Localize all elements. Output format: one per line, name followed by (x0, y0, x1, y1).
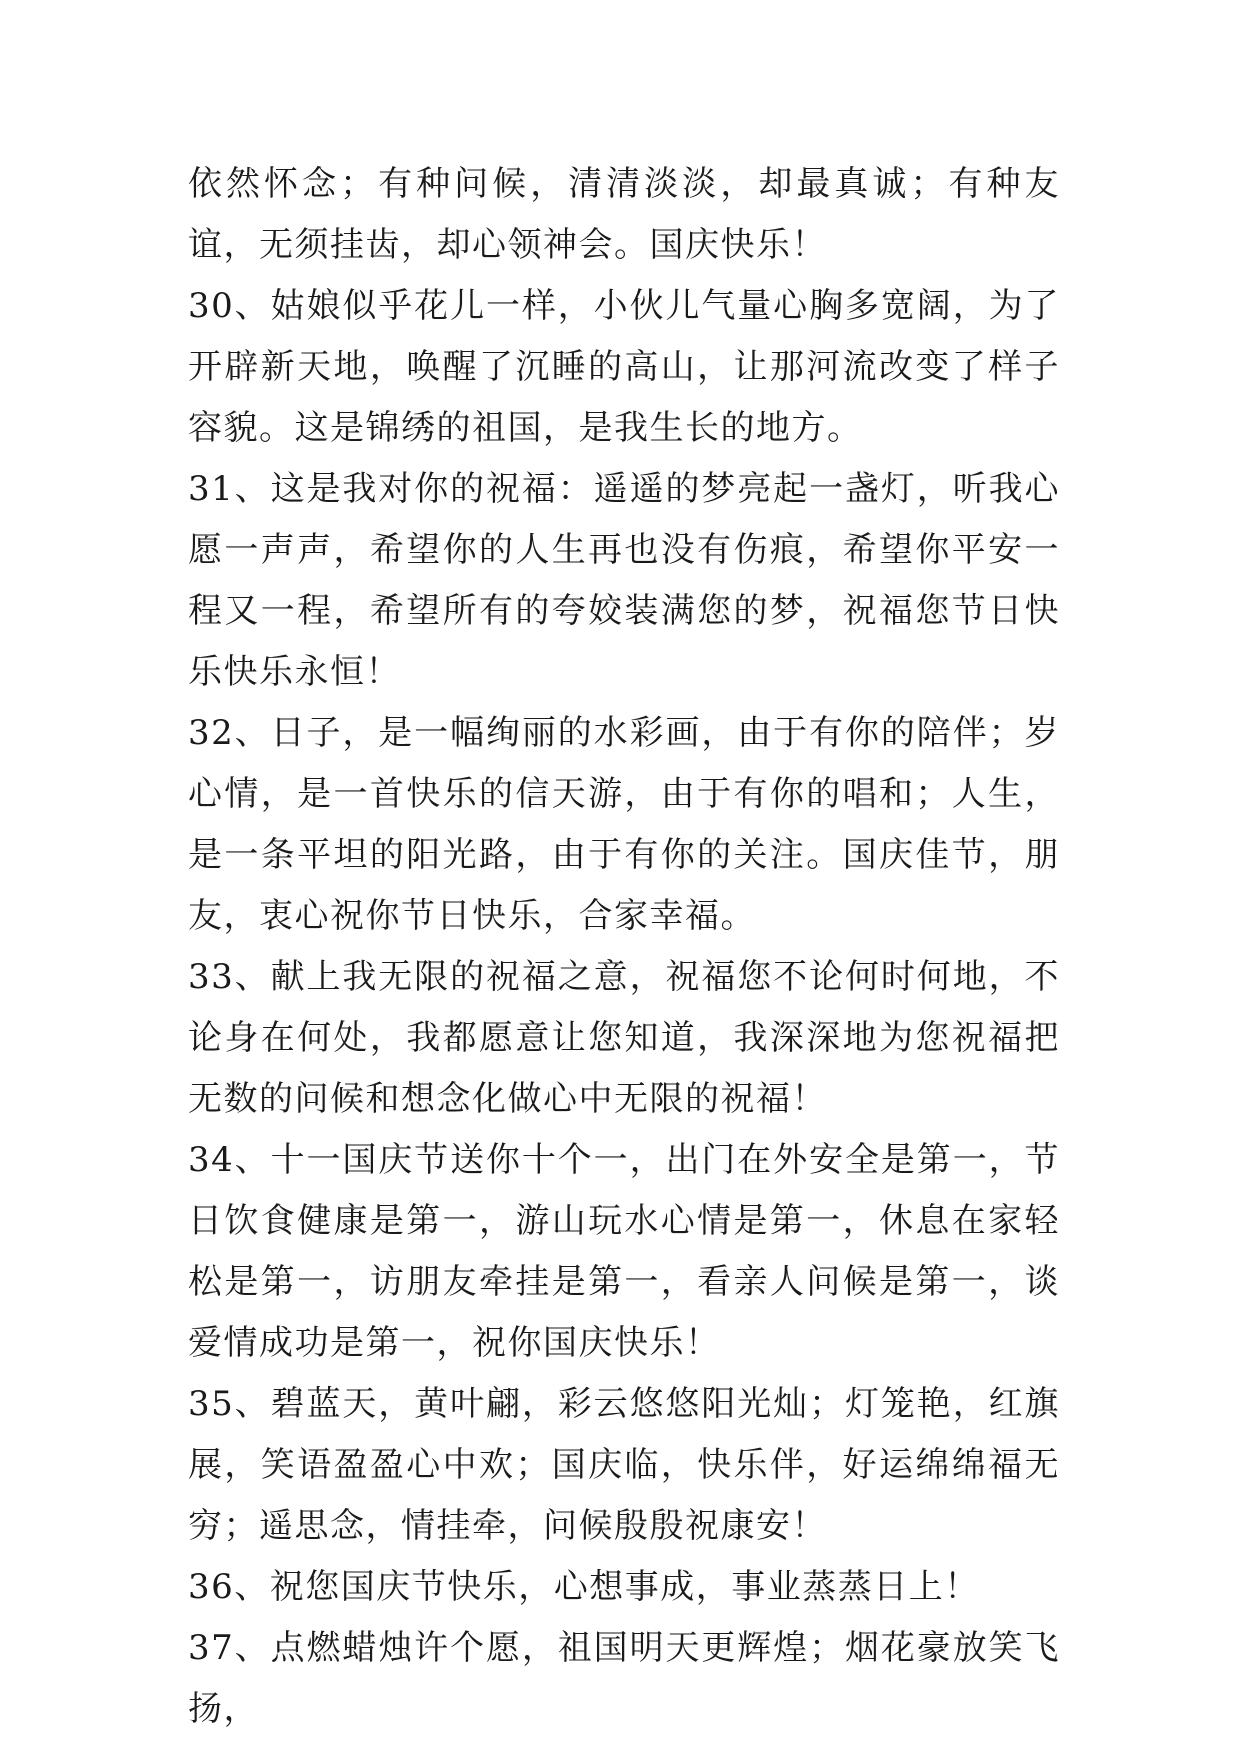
paragraph: 33、献上我无限的祝福之意，祝福您不论何时何地，不论身在何处，我都愿意让您知道，我深深地为您祝福把无数的问候和想念化做心中无限的祝福！ (188, 957, 1060, 1119)
paragraph: 35、碧蓝天，黄叶翩，彩云悠悠阳光灿；灯笼艳，红旗展，笑语盈盈心中欢；国庆临，快乐伴，好运绵绵福无穷；遥思念，情挂牵，问候殷殷祝康安！ (188, 1384, 1060, 1546)
paragraph: 31、这是我对你的祝福：遥遥的梦亮起一盏灯，听我心愿一声声，希望你的人生再也没有伤痕，希望你平安一程又一程，希望所有的夸姣装满您的梦，祝福您节日快乐快乐永恒！ (188, 469, 1060, 692)
paragraph: 36、祝您国庆节快乐，心想事成，事业蒸蒸日上！ (188, 1567, 980, 1607)
paragraph: 30、姑娘似乎花儿一样，小伙儿气量心胸多宽阔，为了开辟新天地，唤醒了沉睡的高山，让那河流改变了样子容貌。这是锦绣的祖国，是我生长的地方。 (188, 286, 1060, 448)
document-body (188, 154, 1060, 1740)
paragraph: 34、十一国庆节送你十个一，出门在外安全是第一，节日饮食健康是第一，游山玩水心情是第一，休息在家轻松是第一，访朋友牵挂是第一，看亲人问候是第一，谈爱情成功是第一，祝你国庆快乐！ (188, 1140, 1060, 1363)
paragraph: 32、日子，是一幅绚丽的水彩画，由于有你的陪伴；岁心情，是一首快乐的信天游，由于有你的唱和；人生，是一条平坦的阳光路，由于有你的关注。国庆佳节，朋友，衷心祝你节日快乐，合家幸福。 (188, 713, 1060, 936)
paragraph: 37、点燃蜡烛许个愿，祖国明天更辉煌；烟花豪放笑飞扬， (188, 1628, 1060, 1729)
paragraph: 依然怀念；有种问候，清清淡淡，却最真诚；有种友谊，无须挂齿，却心领神会。国庆快乐！ (188, 164, 1060, 265)
